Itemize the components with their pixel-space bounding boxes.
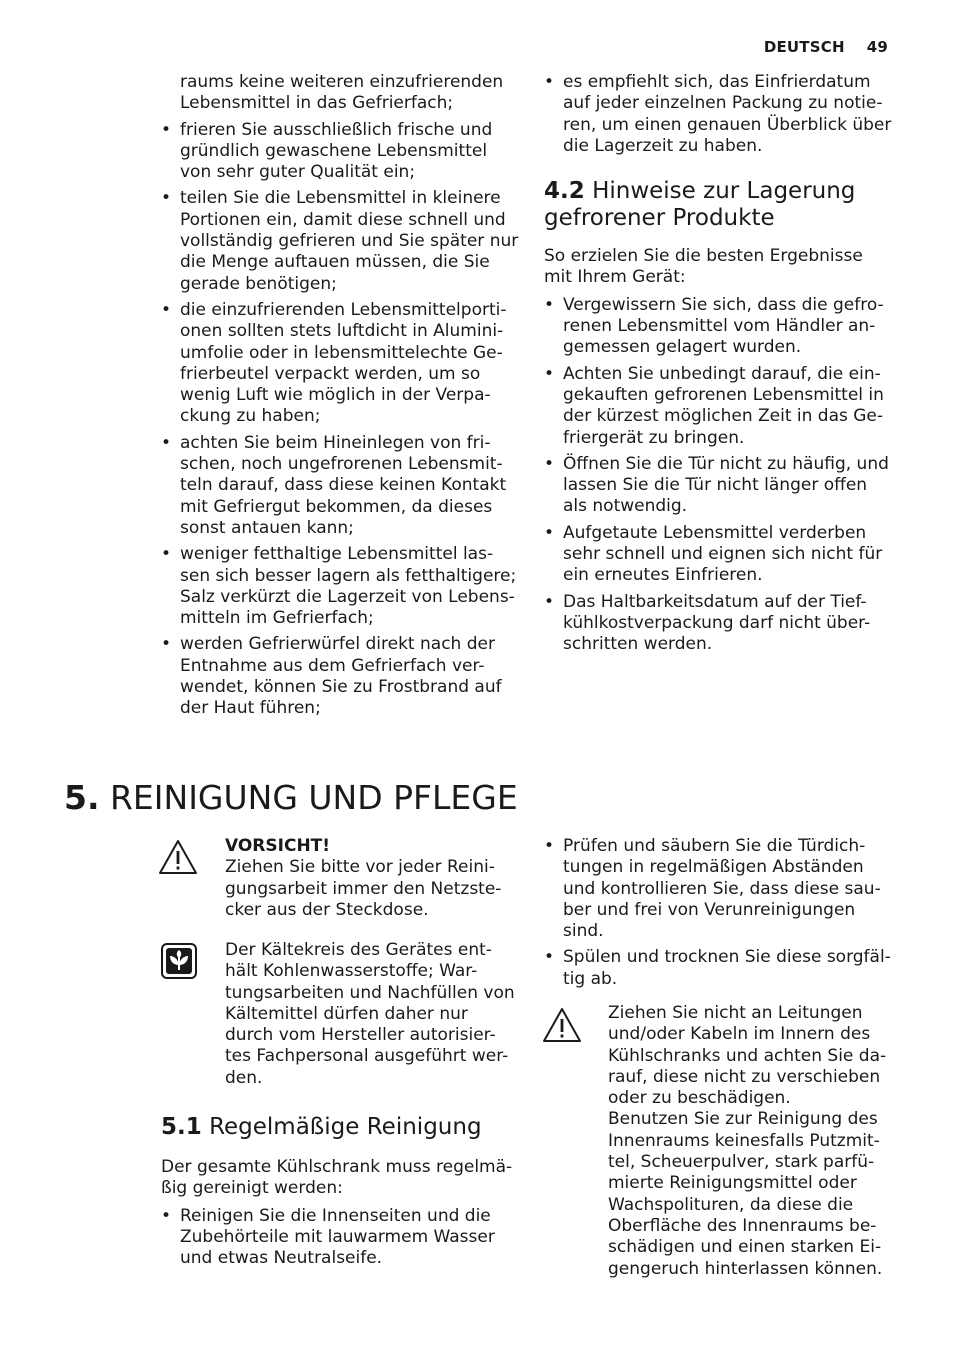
list-item: • Aufgetaute Lebensmittel verderben sehr schnell und eignen sich nicht für ein erneutes Einfrieren.	[544, 522, 883, 586]
section-intro: Der gesamte Kühlschrank muss regelmä- ßig gereinigt werden:	[161, 1157, 513, 1199]
language-label: DEUTSCH	[763, 38, 845, 56]
storage-tips-list	[544, 295, 896, 656]
list-item: • es empfiehlt sich, das Einfrierdatum auf jeder einzelnen Packung zu notie- ren, um einen genauen Überblick über die Lagerzeit zu haben.	[544, 72, 892, 156]
list-item: • Das Haltbarkeitsdatum auf der Tief- kühlkostverpackung darf nicht über- schritten werden.	[544, 591, 871, 655]
page-number: 49	[866, 38, 888, 56]
right-column-top	[544, 72, 896, 661]
freezing-tips-list-continued	[544, 72, 896, 157]
environment-note: Der Kältekreis des Gerätes ent- hält Kohlenwasserstoffe; War- tungsarbeiten und Nachfüllen von Kältemittel dürfen daher nur durch vom Hersteller autorisier- tes Fachpersonal ausgeführt wer- den.	[225, 940, 515, 1088]
page-header	[764, 38, 888, 56]
section-5-1	[161, 1114, 521, 1274]
list-item: • werden Gefrierwürfel direkt nach der Entnahme aus dem Gefrierfach ver- wendet, können Sie zu Frostbrand auf der Haut führen;	[161, 634, 502, 719]
list-item: • frieren Sie ausschließlich frische und gründlich gewaschene Lebensmittel von sehr guter Qualität ein;	[161, 119, 493, 183]
cleaning-list	[161, 1206, 521, 1270]
section-heading-4-2: 4.2 Hinweise zur Lagerung gefrorener Produkte	[544, 178, 856, 232]
caution-box	[225, 836, 515, 921]
list-item: • Vergewissern Sie sich, dass die gefro- renen Lebensmittel vom Händler an- gemessen gelagert wurden.	[544, 294, 884, 358]
cleaning-list-continued	[544, 836, 896, 990]
section-intro: So erzielen Sie die besten Ergebnisse mit Ihrem Gerät:	[544, 246, 863, 288]
environment-plant-icon	[160, 942, 198, 980]
list-item: • Reinigen Sie die Innenseiten und die Zubehörteile mit lauwarmem Wasser und etwas Neutralseife.	[161, 1205, 495, 1269]
right-column-bottom	[544, 836, 896, 995]
list-item: • Prüfen und säubern Sie die Türdich- tungen in regelmäßigen Abständen und kontrollieren Sie, dass diese sau- ber und frei von Verunreinigungen sind.	[544, 836, 881, 942]
list-item: • Achten Sie unbedingt darauf, die ein- gekauften gefrorenen Lebensmittel in der kürzest möglichen Zeit in das Ge- friergerät zu bringen.	[544, 363, 884, 448]
warning-triangle-icon	[542, 1006, 582, 1046]
chapter-heading: 5. REINIGUNG UND PFLEGE	[64, 778, 518, 817]
list-item: • teilen Sie die Lebensmittel in kleinere Portionen ein, damit diese schnell und vollständig gefrieren und Sie später nur die Menge auftauen müssen, die Sie gerade benötigen;	[161, 188, 519, 294]
continuation-text: raums keine weiteren einzufrierenden Lebensmittel in das Gefrierfach;	[180, 72, 504, 114]
freezing-tips-list	[161, 120, 521, 720]
list-item: • die einzufrierenden Lebensmittelporti- onen sollten stets luftdicht in Alumini- umfolie oder in lebensmittelechte Ge- frierbeutel verpackt werden, um so wenig Luft wie möglich in der Verpa- ckung zu haben;	[161, 299, 507, 427]
list-item: • Spülen und trocknen Sie diese sorgfäl- tig ab.	[544, 947, 891, 989]
section-heading-5-1: 5.1 Regelmäßige Reinigung	[161, 1114, 482, 1140]
warning-text-cables: Ziehen Sie nicht an Leitungen und/oder Kabeln im Innern des Kühlschranks und achten Sie da- rauf, diese nicht zu verschieben oder zu beschädigen.	[608, 1003, 887, 1109]
list-item: • achten Sie beim Hineinlegen von fri- schen, noch ungefrorenen Lebensmit- teln darauf, dass diese keinen Kontakt mit Gefriergut bekommen, da dieses sonst antauen kann;	[161, 432, 507, 538]
warning-text-cleaners: Benutzen Sie zur Reinigung des Innenraums keinesfalls Putzmit- tel, Scheuerpulver, stark parfü- mierte Reinigungsmittel oder Wachspolituren, da diese die Oberfläche des Innenraums be- schädigen und einen starken Ei- gengeruch hinterlassen können.	[608, 1109, 883, 1279]
list-item: • Öffnen Sie die Tür nicht zu häufig, und lassen Sie die Tür nicht länger offen als notwendig.	[544, 453, 889, 517]
caution-label: VORSICHT!	[225, 836, 331, 856]
warning-box	[608, 1003, 898, 1280]
list-item: • weniger fetthaltige Lebensmittel las- sen sich besser lagern als fetthaltigere; Salz verkürzt die Lagerzeit von Lebens- mitteln im Gefrierfach;	[161, 544, 517, 629]
caution-text: Ziehen Sie bitte vor jeder Reini- gungsarbeit immer den Netzste- cker aus der Steckdose.	[225, 857, 502, 920]
left-column-top	[161, 72, 521, 725]
warning-triangle-icon	[158, 838, 198, 878]
